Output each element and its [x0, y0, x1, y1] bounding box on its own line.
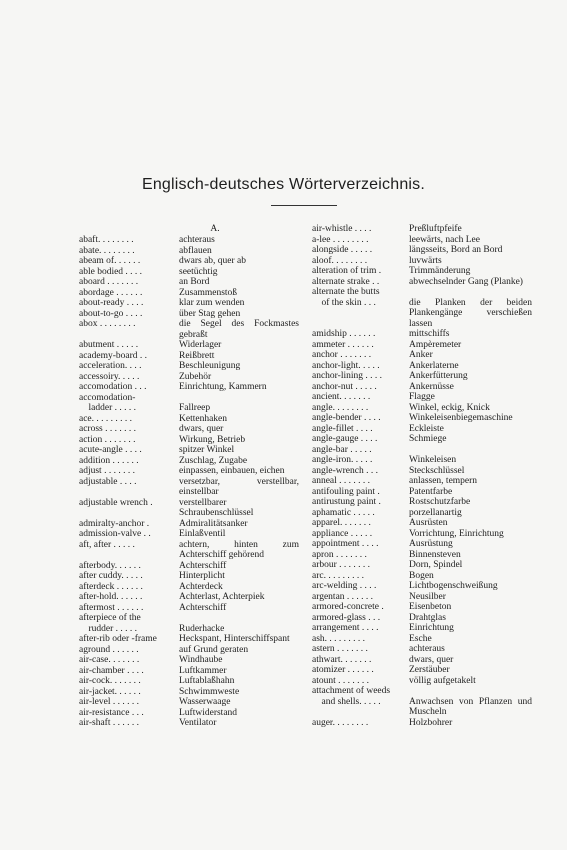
dictionary-entry [312, 602, 532, 613]
entry-term: antirustung paint . [312, 497, 381, 507]
dictionary-entry [312, 665, 532, 676]
entry-term: ammeter . . . . . . [312, 339, 374, 350]
entry-term: anneal . . . . . . . [312, 476, 371, 486]
entry-translation: Lichtbogenschweißung [409, 581, 498, 591]
entry-term: accomodation . . . [79, 382, 147, 392]
entry-translation: dwars, quer [409, 654, 454, 665]
entry-translation: Neusilber [409, 591, 446, 602]
entry-translation: Winkel, eckig, Knick [409, 402, 490, 413]
entry-translation: die Segel des Fockmastes gebraßt [179, 319, 299, 340]
entry-translation: Winkeleisen [409, 455, 457, 465]
entry-term: atomizer . . . . . . [312, 665, 374, 675]
dictionary-entry [79, 267, 299, 278]
entry-translation: Einlaßventil [179, 529, 226, 539]
dictionary-entry [312, 287, 532, 298]
dictionary-entry [312, 424, 532, 435]
entry-term: afterbody. . . . . . [79, 560, 141, 571]
entry-translation: Einrichtung [409, 623, 454, 633]
entry-term: ace. . . . . . . . . [79, 413, 133, 424]
dictionary-entry [79, 561, 299, 572]
dictionary-entry [312, 298, 532, 330]
entry-translation: Achterlast, Achterpiek [179, 592, 265, 602]
entry-term: anchor . . . . . . . [312, 350, 372, 360]
entry-term: apron . . . . . . . [312, 549, 367, 560]
dictionary-entry [79, 571, 299, 582]
entry-translation: Steckschlüssel [409, 465, 465, 476]
dictionary-entry [312, 508, 532, 519]
entry-term: adjustable . . . . [79, 476, 137, 487]
dictionary-entry [312, 487, 532, 498]
dictionary-entry [79, 519, 299, 530]
dictionary-entry [312, 266, 532, 277]
dictionary-entry [79, 697, 299, 708]
entry-term: ash. . . . . . . . . [312, 633, 366, 644]
entry-translation: Patentfarbe [409, 486, 453, 497]
entry-translation: Luftablaßhahn [179, 676, 235, 686]
left-column [79, 224, 299, 729]
dictionary-entry [312, 340, 532, 351]
entry-term: acceleration. . . . [79, 361, 142, 371]
entry-translation: Winkeleisenbiegemaschine [409, 413, 513, 423]
entry-term: anchor-nut . . . . . [312, 381, 377, 392]
entry-term: accessoiry. . . . . [79, 371, 140, 382]
dictionary-entry [79, 613, 299, 624]
dictionary-entry [79, 403, 299, 414]
dictionary-entry [312, 571, 532, 582]
entry-term: academy-board . . [79, 350, 148, 361]
dictionary-entry [79, 592, 299, 603]
entry-term: atount . . . . . . . [312, 675, 369, 686]
entry-term: aloof. . . . . . . . [312, 255, 368, 266]
dictionary-entry [312, 413, 532, 424]
entry-term: apparel. . . . . . . [312, 518, 371, 528]
entry-translation: über Stag gehen [179, 308, 241, 319]
entry-translation: klar zum wenden [179, 298, 245, 308]
dictionary-entry [79, 477, 299, 498]
entry-translation: Eckleiste [409, 423, 444, 434]
entry-term: after cuddy. . . . . [79, 571, 143, 581]
entry-term: adjustable wrench . [79, 497, 153, 508]
entry-translation: Bogen [409, 570, 434, 581]
dictionary-entry [79, 319, 299, 340]
entry-term: aft, after . . . . . [79, 539, 135, 550]
entry-translation: Schmiege [409, 434, 447, 444]
entry-term: antifouling paint . [312, 486, 380, 497]
entry-term: astern . . . . . . . [312, 644, 368, 654]
entry-translation: luvwärts [409, 255, 442, 266]
dictionary-entry [312, 623, 532, 634]
dictionary-entry [79, 372, 299, 383]
entry-translation: mittschiffs [409, 329, 450, 339]
entry-translation: Anker [409, 350, 433, 360]
entry-term: afterpiece of the [79, 613, 141, 623]
dictionary-entry [312, 235, 532, 246]
dictionary-entry [312, 256, 532, 267]
entry-term: air-jacket. . . . . . [79, 686, 141, 697]
entry-translation: Ankernüsse [409, 381, 454, 392]
entry-term: rudder . . . . . [79, 623, 138, 634]
dictionary-entry [312, 497, 532, 508]
entry-term: air-shaft . . . . . . [79, 718, 139, 728]
dictionary-entry [79, 466, 299, 477]
entry-term: attachment of weeds [312, 686, 391, 696]
dictionary-entry [79, 298, 299, 309]
entry-translation: porzellanartig [409, 507, 462, 518]
entry-translation: einpassen, einbauen, eichen [179, 466, 285, 476]
entry-term: aftermost . . . . . . [79, 602, 144, 613]
entry-term: argentan . . . . . . [312, 591, 374, 602]
dictionary-entry [79, 624, 299, 635]
entry-translation: abflauen [179, 245, 212, 256]
entry-term: angle-iron. . . . . [312, 455, 373, 465]
entry-translation: Zubehör [179, 371, 212, 382]
dictionary-entry [79, 424, 299, 435]
dictionary-entry [79, 340, 299, 351]
dictionary-entry [312, 550, 532, 561]
entry-term: alongside . . . . . [312, 245, 373, 255]
entry-term: armored-glass . . . [312, 612, 381, 623]
right-entry-list [312, 224, 532, 728]
dictionary-entry [312, 224, 532, 235]
entry-translation: Achterschiff [179, 602, 227, 613]
dictionary-entry [312, 350, 532, 361]
entry-translation: Ruderhacke [179, 623, 225, 634]
entry-translation: Vorrichtung, Einrichtung [409, 528, 504, 539]
entry-translation: Heckspant, Hinterschiffspant [179, 634, 290, 644]
entry-term: alternate the butts [312, 287, 380, 297]
dictionary-entry [312, 655, 532, 666]
dictionary-entry [79, 277, 299, 288]
entry-translation: versetzbar, verstellbar, einstellbar [179, 476, 299, 497]
entry-translation: Dorn, Spindel [409, 560, 463, 570]
entry-term: air-level . . . . . . [79, 697, 139, 707]
dictionary-entry [312, 382, 532, 393]
dictionary-entry [79, 498, 299, 519]
entry-translation: achteraus [409, 644, 445, 654]
dictionary-entry [79, 414, 299, 425]
entry-translation: Ampèremeter [409, 339, 462, 350]
title-divider [271, 205, 337, 206]
dictionary-entry [79, 456, 299, 467]
entry-term: arrangement . . . . [312, 623, 379, 633]
entry-term: angle-gauge . . . . [312, 434, 378, 444]
entry-translation: verstellbarer Schraubenschlüssel [179, 497, 254, 518]
dictionary-entry [79, 718, 299, 729]
entry-translation: Zuschlag, Zugabe [179, 455, 248, 466]
entry-translation: Hinterplicht [179, 571, 225, 581]
dictionary-entry [312, 434, 532, 445]
entry-translation: die Planken der beiden Plankengänge verschießen lassen [409, 297, 532, 329]
entry-translation: anlassen, tempern [409, 476, 478, 486]
dictionary-entry [312, 518, 532, 529]
entry-term: abaft. . . . . . . . [79, 235, 134, 245]
entry-translation: dwars ab, quer ab [179, 256, 247, 266]
dictionary-entry [312, 581, 532, 592]
left-entry-list [79, 235, 299, 729]
dictionary-entry [79, 529, 299, 540]
entry-translation: Ankerlaterne [409, 360, 459, 371]
entry-translation: Einrichtung, Kammern [179, 382, 267, 392]
dictionary-entry [312, 697, 532, 718]
entry-term: abutment . . . . . [79, 340, 139, 350]
dictionary-entry [79, 603, 299, 614]
dictionary-entry [79, 676, 299, 687]
entry-term: ancient. . . . . . . [312, 392, 371, 402]
entry-term: anchor-light. . . . . [312, 360, 380, 371]
entry-translation: Beschleunigung [179, 361, 241, 371]
dictionary-entry [312, 245, 532, 256]
entry-translation: Esche [409, 633, 432, 644]
dictionary-entry [79, 435, 299, 446]
entry-translation: Achterdeck [179, 581, 223, 592]
entry-term: alteration of trim . [312, 266, 382, 276]
entry-term: adjust . . . . . . . [79, 466, 135, 476]
entry-term: acute-angle . . . . [79, 445, 142, 455]
entry-translation: Kettenhaken [179, 413, 228, 424]
entry-translation: Windhaube [179, 655, 223, 665]
entry-translation: auf Grund geraten [179, 644, 249, 655]
entry-term: angle. . . . . . . . [312, 402, 369, 413]
entry-term: arc. . . . . . . . . [312, 570, 364, 581]
entry-term: air-whistle . . . . [312, 224, 372, 234]
entry-term: addition . . . . . . [79, 455, 139, 466]
dictionary-entry [312, 539, 532, 550]
entry-translation: Ankerfütterung [409, 371, 468, 381]
dictionary-entry [312, 529, 532, 540]
dictionary-entry [312, 718, 532, 729]
right-column [312, 224, 532, 728]
entry-term: afterdeck . . . . . . [79, 581, 143, 592]
entry-term: able bodied . . . . [79, 266, 143, 277]
entry-term: aphamatic . . . . . [312, 507, 375, 518]
entry-translation: Ventilator [179, 718, 217, 728]
dictionary-entry [312, 476, 532, 487]
entry-translation: leewärts, nach Lee [409, 234, 480, 245]
dictionary-entry [312, 634, 532, 645]
entry-term: abeam of. . . . . . [79, 256, 141, 266]
entry-translation: Preßluftpfeife [409, 224, 462, 234]
dictionary-entry [79, 582, 299, 593]
entry-translation: Rostschutzfarbe [409, 497, 471, 507]
dictionary-entry [79, 382, 299, 393]
entry-translation: dwars, quer [179, 424, 224, 434]
entry-translation: Schwimmweste [179, 686, 240, 697]
entry-term: abordage . . . . . . [79, 287, 143, 298]
entry-term: accomodation- [79, 392, 136, 403]
entry-term: admission-valve . . [79, 529, 151, 539]
dictionary-entry [79, 351, 299, 362]
entry-term: ladder . . . . . [79, 403, 136, 413]
entry-translation: spitzer Winkel [179, 445, 235, 455]
entry-term: amidship . . . . . . [312, 329, 376, 339]
entry-term: angle-bar . . . . . [312, 444, 372, 455]
entry-term: after-hold. . . . . . [79, 592, 143, 602]
section-letter: A. [210, 224, 220, 234]
entry-translation: an Bord [179, 277, 210, 287]
entry-translation: Wirkung, Betrieb [179, 434, 246, 445]
entry-translation: Widerlager [179, 340, 222, 350]
entry-translation: Holzbohrer [409, 717, 453, 728]
entry-translation: Flagge [409, 392, 435, 402]
entry-term: of the skin . . . [312, 297, 376, 308]
dictionary-entry [79, 445, 299, 456]
entry-translation: Luftkammer [179, 665, 227, 676]
entry-translation: Achterschiff [179, 560, 227, 571]
entry-translation: Admiralitätsanker [179, 518, 248, 529]
dictionary-entry [79, 687, 299, 698]
dictionary-entry [79, 655, 299, 666]
entry-term: and shells. . . . . [312, 696, 381, 707]
entry-translation: Ausrüsten [409, 518, 448, 528]
entry-translation: seetüchtig [179, 266, 218, 277]
entry-translation: Reißbrett [179, 350, 215, 361]
entry-term: air-resistance . . . [79, 707, 144, 718]
dictionary-entry [79, 645, 299, 656]
dictionary-entry [312, 361, 532, 372]
dictionary-entry [79, 235, 299, 246]
entry-term: action . . . . . . . [79, 434, 136, 445]
entry-term: about-ready . . . . [79, 298, 144, 308]
dictionary-entry [79, 393, 299, 404]
entry-term: armored-concrete . [312, 602, 384, 612]
entry-translation: völlig aufgetakelt [409, 675, 476, 686]
dictionary-entry [79, 246, 299, 257]
entry-translation: abwechselnder Gang (Planke) [409, 276, 523, 287]
dictionary-entry [312, 686, 532, 697]
entry-term: arbour . . . . . . . [312, 560, 371, 570]
entry-translation: Trimmänderung [409, 266, 471, 276]
dictionary-entry [312, 403, 532, 414]
dictionary-entry [312, 676, 532, 687]
entry-translation: längsseits, Bord an Bord [409, 245, 503, 255]
entry-term: air-case. . . . . . . [79, 655, 140, 665]
dictionary-entry [312, 592, 532, 603]
entry-term: arc-welding . . . . [312, 581, 377, 591]
dictionary-entry [312, 455, 532, 466]
entry-term: appointment . . . . [312, 539, 379, 549]
dictionary-entry [312, 445, 532, 456]
entry-term: anchor-lining . . . . [312, 371, 382, 381]
dictionary-entry [79, 361, 299, 372]
entry-term: across . . . . . . . [79, 424, 136, 434]
dictionary-entry [312, 277, 532, 288]
entry-term: angle-fillet . . . . [312, 423, 373, 434]
entry-translation: Ausrüstung [409, 539, 453, 549]
entry-term: auger. . . . . . . . [312, 717, 369, 728]
entry-translation: Binnensteven [409, 549, 461, 560]
entry-term: appliance . . . . . [312, 528, 373, 539]
entry-term: abox . . . . . . . . [79, 319, 136, 329]
entry-term: angle-wrench . . . [312, 465, 378, 476]
entry-term: admiralty-anchor . [79, 518, 150, 529]
dictionary-entry [312, 644, 532, 655]
entry-translation: achteraus [179, 235, 215, 245]
entry-translation: Zusammenstoß [179, 287, 238, 298]
dictionary-entry [312, 371, 532, 382]
entry-translation: Eisenbeton [409, 602, 452, 612]
entry-term: air-cock. . . . . . . [79, 676, 141, 686]
page-title: Englisch-deutsches Wörterverzeichnis. [141, 176, 426, 193]
dictionary-entry [79, 540, 299, 561]
dictionary-entry [79, 666, 299, 677]
entry-term: a-lee . . . . . . . . [312, 234, 369, 245]
entry-translation: Anwachsen von Pflanzen und Muscheln [409, 696, 532, 717]
dictionary-entry [79, 288, 299, 299]
entry-translation: Wasserwaage [179, 697, 231, 707]
entry-term: after-rib oder -frame [79, 634, 157, 644]
dictionary-entry [79, 634, 299, 645]
dictionary-entry [312, 329, 532, 340]
entry-term: aboard . . . . . . . [79, 277, 139, 287]
entry-term: alternate strake . . [312, 276, 380, 287]
dictionary-entry [79, 309, 299, 320]
dictionary-entry [312, 560, 532, 571]
entry-term: abate. . . . . . . . [79, 245, 135, 256]
dictionary-entry [312, 392, 532, 403]
dictionary-entry [312, 613, 532, 624]
dictionary-entry [312, 466, 532, 477]
entry-translation: Luftwiderstand [179, 707, 238, 718]
entry-translation: Zerstäuber [409, 665, 450, 675]
entry-term: aground . . . . . . [79, 644, 139, 655]
entry-translation: Fallreep [179, 403, 211, 413]
entry-term: angle-bender . . . . [312, 413, 381, 423]
dictionary-entry [79, 708, 299, 719]
entry-term: athwart. . . . . . . [312, 654, 372, 665]
dictionary-entry [79, 256, 299, 267]
entry-translation: Drahtglas [409, 612, 446, 623]
entry-term: about-to-go . . . . [79, 308, 143, 319]
entry-term: air-chamber . . . . [79, 665, 144, 676]
entry-translation: achtern, hinten zum Achterschiff gehörend [179, 539, 299, 560]
